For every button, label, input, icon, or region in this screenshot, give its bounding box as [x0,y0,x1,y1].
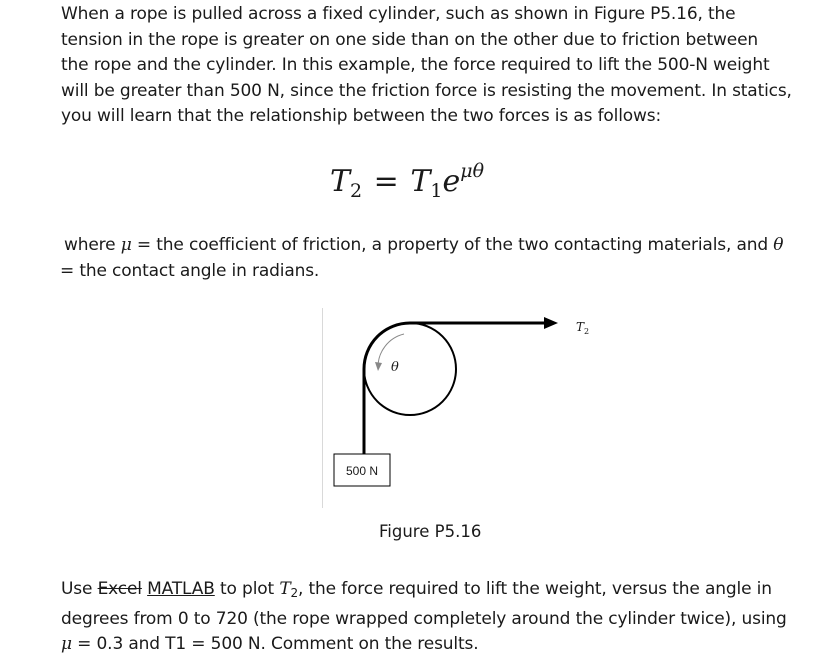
theta-symbol: θ [773,235,784,255]
task-t2-sub: 2 [290,586,299,600]
intro-line-4: will be greater than 500 N, since the friction force is resisting the movement. In statics, [61,80,792,101]
theta-description: = the contact angle in radians. [60,260,320,281]
matlab-word: MATLAB [147,579,215,599]
eq-exponent: μθ [460,160,485,182]
task-line-3 [61,632,821,658]
weight-label: 500 N [345,464,379,478]
eq-equals: = [373,164,399,199]
eq-rhs-sub: 1 [430,180,443,202]
eq-lhs-sub: 2 [350,180,363,202]
definitions-paragraph [60,233,824,284]
task-text-a: to plot [220,579,275,599]
intro-line-2: tension in the rope is greater on one side than on the other due to friction between [61,29,759,50]
task-paragraph [61,577,821,658]
capstan-equation [330,160,484,202]
intro-paragraph [61,2,821,130]
mu-symbol: μ [120,235,132,255]
intro-line-5: you will learn that the relationship between the two forces is as follows: [61,106,662,127]
intro-line-3: the rope and the cylinder. In this example, the force required to lift the 500-N weight [61,55,770,76]
eq-rhs-symbol: T [410,164,431,199]
angle-label: θ [391,360,399,375]
struck-excel: Excel [97,579,142,599]
figure-p5-16 [322,308,612,508]
eq-lhs-symbol: T [330,164,351,199]
where-word: where [64,235,116,255]
rope-cylinder-diagram [322,308,612,508]
tension-label: $T_2$ [576,320,590,336]
task-t2-symbol: T [279,579,291,599]
task-mu-symbol: μ [61,634,72,655]
task-text-b: , the force required to lift the weight, versus the angle in [298,579,772,599]
tension-arrowhead [544,317,558,329]
task-line-2: degrees from 0 to 720 (the rope wrapped completely around the cylinder twice), using [61,608,787,629]
task-line-3-rest: = 0.3 and T1 = 500 N. Comment on the results. [77,634,479,655]
use-word: Use [61,579,93,599]
definitions-line-1 [64,233,824,259]
task-line-1 [61,577,821,607]
intro-line-1: When a rope is pulled across a fixed cylinder, such as shown in Figure P5.16, the [61,4,736,24]
eq-base: e [442,164,461,199]
mu-description: = the coefficient of friction, a property of the two contacting materials, and [136,235,769,255]
figure-caption: Figure P5.16 [379,522,482,541]
